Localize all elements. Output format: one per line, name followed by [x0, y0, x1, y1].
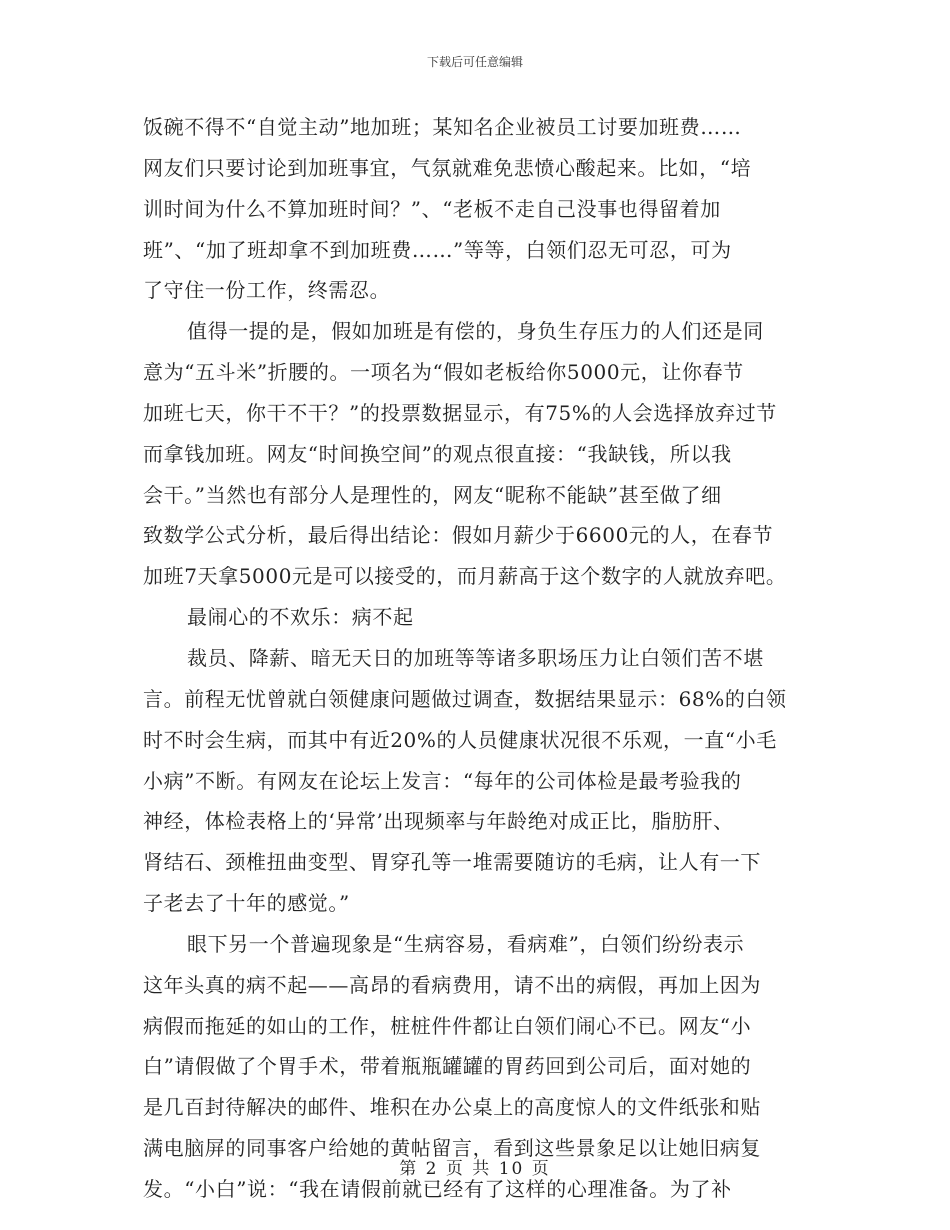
text-line: 时不时会生病，而其中有近20%的人员健康状况很不乐观，一直“小毛: [143, 727, 777, 752]
text-line: 病假而拖延的如山的工作，桩桩件件都让白领们闹心不已。网友“小: [143, 1013, 752, 1038]
text-line: 值得一提的是，假如加班是有偿的，身负生存压力的人们还是同: [187, 319, 764, 344]
text-line: 最闹心的不欢乐：病不起: [187, 605, 414, 630]
text-line: 会干。”当然也有部分人是理性的，网友“昵称不能缺”甚至做了细: [143, 482, 722, 507]
text-line: 网友们只要讨论到加班事宜，气氛就难免悲愤心酸起来。比如，“培: [143, 155, 752, 180]
text-line: 满电脑屏的同事客户给她的黄帖留言，看到这些景象足以让她旧病复: [143, 1136, 761, 1161]
text-line: 加班七天，你干不干？”的投票数据显示，有75%的人会选择放弃过节: [143, 400, 777, 425]
page-header: 下载后可任意编辑: [426, 55, 523, 69]
text-line: 小病”不断。有网友在论坛上发言：“每年的公司体检是最考验我的: [143, 768, 742, 793]
text-line: 致数学公式分析，最后得出结论：假如月薪少于6600元的人，在春节: [143, 523, 774, 548]
text-line: 神经，体检表格上的‘异常’出现频率与年龄绝对成正比，脂肪肝、: [143, 809, 734, 834]
text-line: 发。“小白”说：“我在请假前就已经有了这样的心理准备。为了补: [143, 1176, 732, 1201]
text-line: 眼下另一个普遍现象是“生病容易，看病难”，白领们纷纷表示: [187, 931, 745, 956]
text-line: 训时间为什么不算加班时间？”、“老板不走自己没事也得留着加: [143, 196, 721, 221]
text-line: 意为“五斗米”折腰的。一项名为“假如老板给你5000元，让你春节: [143, 360, 744, 385]
document-body: [143, 107, 823, 1210]
page-footer: 第 2 页 共 10 页: [399, 1159, 551, 1179]
text-line: 班”、“加了班却拿不到加班费……”等等，白领们忍无可忍，可为: [143, 237, 732, 262]
text-line: 饭碗不得不“自觉主动”地加班；某知名企业被员工讨要加班费……: [143, 115, 742, 139]
text-line: 而拿钱加班。网友“时间换空间”的观点很直接：“我缺钱，所以我: [143, 441, 732, 466]
text-line: 裁员、降薪、暗无天日的加班等等诸多职场压力让白领们苦不堪: [187, 645, 764, 670]
text-line: 是几百封待解决的邮件、堆积在办公桌上的高度惊人的文件纸张和贴: [143, 1095, 761, 1120]
text-line: 肾结石、颈椎扭曲变型、胃穿孔等一堆需要随访的毛病，让人有一下: [143, 850, 761, 875]
text-line: 白”请假做了个胃手术，带着瓶瓶罐罐的胃药回到公司后，面对她的: [143, 1054, 752, 1079]
text-line: 加班7天拿5000元是可以接受的，而月薪高于这个数字的人就放弃吧。: [143, 564, 787, 589]
text-line: 了守住一份工作，终需忍。: [143, 278, 391, 303]
text-line: 言。前程无忧曾就白领健康问题做过调查，数据结果显示：68%的白领: [143, 686, 787, 711]
text-line: 子老去了十年的感觉。”: [143, 891, 350, 916]
text-line: 这年头真的病不起——高昂的看病费用，请不出的病假，再加上因为: [143, 972, 761, 997]
